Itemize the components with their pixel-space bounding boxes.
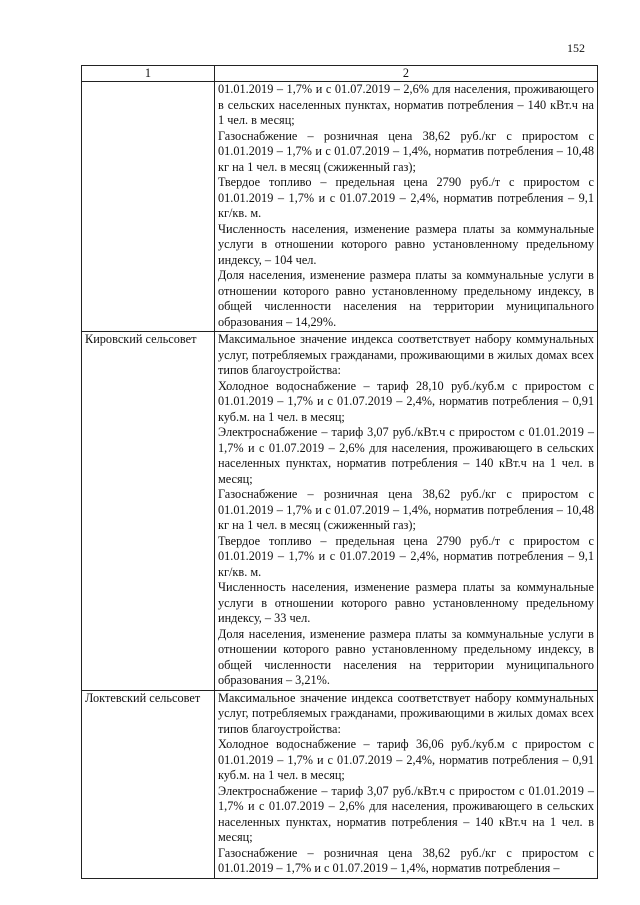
paragraph: Максимальное значение индекса соответствует набору коммунальных услуг, потребляемых гражданами, проживающими в жилых домах всех типов благоустройства: (218, 332, 594, 377)
paragraph: Твердое топливо – предельная цена 2790 руб./т с приростом с 01.01.2019 – 1,7% и с 01.07.2019 – 2,4%, норматив потребления – 9,1 кг/кв. м. (218, 175, 594, 220)
description-cell (215, 690, 598, 878)
tariff-table (81, 65, 598, 879)
description-cell (215, 332, 598, 691)
paragraph: Холодное водоснабжение – тариф 36,06 руб./куб.м с приростом с 01.01.2019 – 1,7% и с 01.07.2019 – 2,4%, норматив потребления – 0,91 куб.м. на 1 чел. в месяц; (218, 737, 594, 782)
column-header-2: 2 (215, 66, 598, 82)
paragraph: Газоснабжение – розничная цена 38,62 руб./кг с приростом с 01.01.2019 – 1,7% и с 01.07.2019 – 1,4%, норматив потребления – 10,48 кг на 1 чел. в месяц (сжиженный газ); (218, 487, 594, 532)
region-cell: Локтевский сельсовет (82, 690, 215, 878)
paragraph: Численность населения, изменение размера платы за коммунальные услуги в отношении которого равно установленному предельному индексу, – 33 чел. (218, 580, 594, 625)
paragraph: Численность населения, изменение размера платы за коммунальные услуги в отношении которого равно установленному предельному индексу, – 104 чел. (218, 221, 594, 267)
paragraph: 01.01.2019 – 1,7% и с 01.07.2019 – 2,6% для населения, проживающего в сельских населенных пунктах, норматив потребления – 140 кВт.ч на 1 чел. в месяц; (218, 82, 594, 127)
table-row-kirovsky (82, 332, 598, 691)
paragraph: Твердое топливо – предельная цена 2790 руб./т с приростом с 01.01.2019 – 1,7% и с 01.07.2019 – 2,4%, норматив потребления – 9,1 кг/кв. м. (218, 533, 594, 579)
table-header-row (82, 66, 598, 82)
paragraph: Доля населения, изменение размера платы за коммунальные услуги в отношении которого равно установленному предельному индексу, в общей численности населения на территории муниципального образования – 3,21%. (218, 626, 594, 687)
paragraph: Холодное водоснабжение – тариф 28,10 руб./куб.м с приростом с 01.01.2019 – 1,7% и с 01.07.2019 – 2,4%, норматив потребления – 0,91 куб.м. на 1 чел. в месяц; (218, 378, 594, 424)
paragraph: Газоснабжение – розничная цена 38,62 руб./кг с приростом с 01.01.2019 – 1,7% и с 01.07.2019 – 1,4%, норматив потребления – 10,48 кг на 1 чел. в месяц (сжиженный газ); (218, 128, 594, 174)
paragraph: Газоснабжение – розничная цена 38,62 руб./кг с приростом с 01.01.2019 – 1,7% и с 01.07.2019 – 1,4%, норматив потребления – (218, 845, 594, 875)
table-row-continuation (82, 82, 598, 332)
table-row-loktevsky (82, 690, 598, 878)
region-cell: Кировский сельсовет (82, 332, 215, 691)
paragraph: Максимальное значение индекса соответствует набору коммунальных услуг, потребляемых гражданами, проживающими в жилых домах всех типов благоустройства: (218, 690, 594, 736)
paragraph: Электроснабжение – тариф 3,07 руб./кВт.ч с приростом с 01.01.2019 – 1,7% и с 01.07.2019 – 2,6% для населения, проживающего в сельских населенных пунктах, норматив потребления – 140 кВт.ч на 1 чел. в месяц; (218, 783, 594, 844)
description-cell (215, 82, 598, 332)
paragraph: Электроснабжение – тариф 3,07 руб./кВт.ч с приростом с 01.01.2019 – 1,7% и с 01.07.2019 – 2,6% для населения, проживающего в сельских населенных пунктах, норматив потребления – 140 кВт.ч на 1 чел. в месяц; (218, 425, 594, 486)
page-number: 152 (567, 41, 585, 55)
region-cell (82, 82, 215, 332)
paragraph: Доля населения, изменение размера платы за коммунальные услуги в отношении которого равно установленному предельному индексу, в общей численности населения на территории муниципального образования – 14,29%. (218, 268, 594, 329)
column-header-1: 1 (82, 66, 215, 82)
